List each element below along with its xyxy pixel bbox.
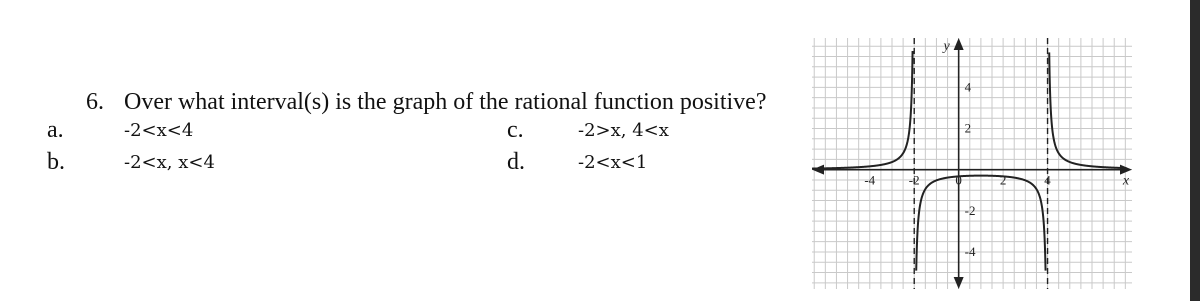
curve-branch-3 bbox=[1049, 52, 1126, 168]
choice-answer-b: -2<x, x<4 bbox=[124, 152, 215, 173]
choice-letter-a: a. bbox=[47, 117, 64, 143]
choice-answer-a: -2<x<4 bbox=[124, 120, 194, 141]
y-axis-up-arrow bbox=[954, 38, 964, 50]
x-tick-label: 2 bbox=[999, 172, 1007, 188]
choice-letter-d: d. bbox=[507, 149, 525, 175]
choice-letter-b: b. bbox=[47, 149, 65, 175]
question-number: 6. bbox=[86, 89, 104, 115]
y-tick-label: 4 bbox=[964, 79, 972, 95]
choice-answer-c: -2>x, 4<x bbox=[578, 120, 669, 141]
x-tick-label: -2 bbox=[908, 172, 920, 188]
question-text: Over what interval(s) is the graph of the rational function positive? bbox=[124, 89, 767, 115]
choice-answer-d: -2<x<1 bbox=[578, 152, 648, 173]
y-axis-label: y bbox=[943, 39, 950, 54]
choice-letter-c: c. bbox=[507, 117, 524, 143]
x-tick-label: 0 bbox=[955, 172, 962, 188]
x-tick-label: 4 bbox=[1044, 172, 1051, 188]
x-axis-label: x bbox=[1122, 173, 1130, 189]
x-tick-label: -4 bbox=[864, 172, 876, 188]
y-tick-label: 2 bbox=[964, 120, 972, 136]
y-tick-label: -4 bbox=[964, 243, 976, 259]
curve-branch-1 bbox=[812, 51, 913, 169]
y-tick-label: -2 bbox=[964, 202, 976, 218]
